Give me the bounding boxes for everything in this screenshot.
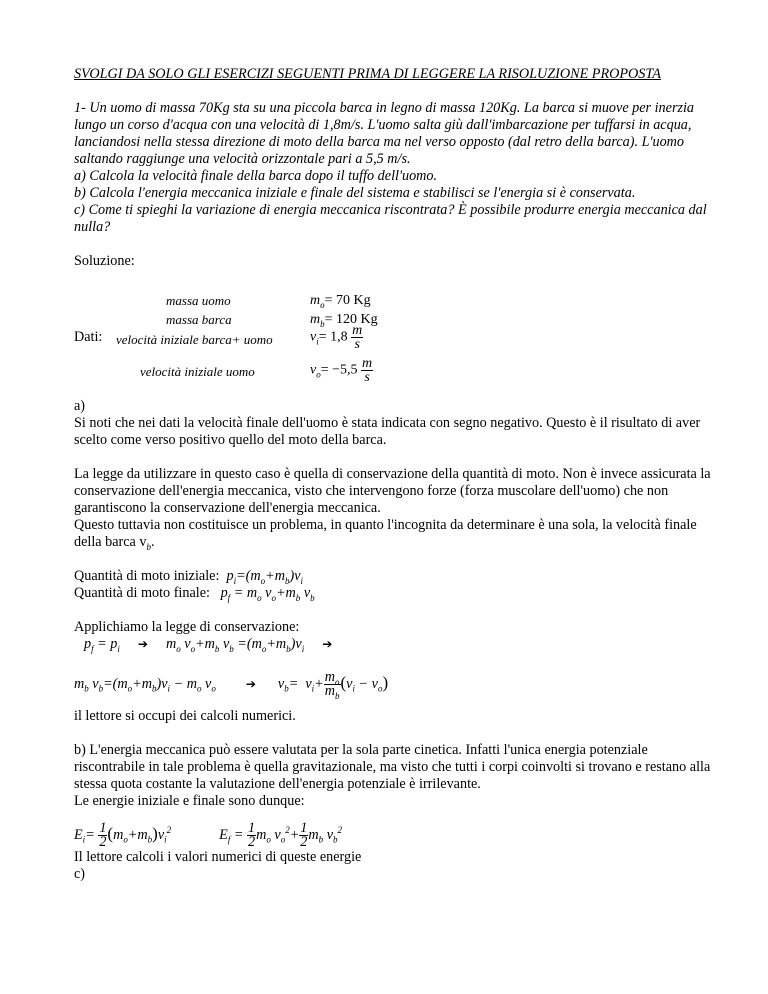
velocity-solution-equation: $m_b$ $v_b=(m_o+m_b)v_i - m_o$ $v_o$ ➔ $v_b= v_i+$ $\frac{m_o}{m_b}$ $(v_i - v_o)$ xyxy=(74,669,389,701)
part-a-paragraph-2: La legge da utilizzare in questo caso è quella di conservazione della quantità di moto. Non è invece assicurata la conservazione dell'energia meccanica, visto che intervengono forze (forza muscolare dell'uomo) che non garantiscono la conservazione dell'energia meccanica. xyxy=(74,466,711,516)
energy-equations: $E_i=$ $\frac{1}{2}$ $(m_o+m_b)v_i^2$ $E_f$ = $\frac{1}{2}$ $m_o$ $v_o^2+$ $\frac{1}{2}$ $m_b$ $v_b^2$ xyxy=(74,820,342,850)
part-a-paragraph-3: Questo tuttavia non costituisce un problema, in quanto l'incognita da determinare è una sola, la velocità finale della barca $v_b$. xyxy=(74,517,697,552)
page-title: SVOLGI DA SOLO GLI ESERCIZI SEGUENTI PRIMA DI LEGGERE LA RISOLUZIONE PROPOSTA xyxy=(74,66,661,82)
data-name-mass-boat: massa barca xyxy=(166,312,232,327)
data-name-initial-velocity: velocità iniziale barca+ uomo xyxy=(116,332,273,347)
part-a-paragraph-1: Si noti che nei dati la velocità finale dell'uomo è stata indicata con segno negativo. Questo è il risultato di aver scelto come verso positivo quello del moto della barca. xyxy=(74,415,701,448)
document-page xyxy=(74,66,714,883)
problem-question-b: b) Calcola l'energia meccanica iniziale e finale del sistema e stabilisci se l'energia si è conservata. xyxy=(74,185,636,201)
data-value-man-velocity: $v_o= -5,5$ $\frac{m}{s}$ xyxy=(310,356,373,385)
problem-text: 1- Un uomo di massa 70Kg sta su una piccola barca in legno di massa 120Kg. La barca si muove per inerzia lungo un corso d'acqua con una velocità di 1,8m/s. L'uomo salta giù dall'imbarcazione per tuffarsi in acqua, lanciandosi nella stessa direzione di moto della barca ma nel verso opposto (dal retro della barca). L'uomo saltando raggiunge una velocità orizzontale pari a 5,5 m/s. a) Calcola la velocità finale della barca dopo il tuffo dell'uomo. b) Calcola l'energia meccanica iniziale e finale del sistema e stabilisci se l'energia si è conservata. c) Come ti spieghi la variazione di energia meccanica riscontrata? È possibile produrre energia meccanica dal nulla? xyxy=(74,100,707,235)
given-data-table xyxy=(74,277,714,385)
calc-note: il lettore si occupi dei calcoli numerici. xyxy=(74,708,296,724)
data-value-initial-velocity: $v_i= 1,8$ $\frac{m}{s}$ xyxy=(310,323,363,352)
part-b-paragraph-2: Le energie iniziale e finale sono dunque: xyxy=(74,793,305,809)
part-b-paragraph-1: b) L'energia meccanica può essere valutata per la sola parte cinetica. Infatti l'unica energia potenziale riscontrabile in tale problema è quella gravitazionale, ma visto che tutti i corpi coinvolti si trovano e restano alla stessa quota costante la valutazione dell'energia potenziale è irrilevante. xyxy=(74,742,711,792)
data-name-mass-man: massa uomo xyxy=(166,293,231,308)
data-value-mass-boat: $m_b= 120$ Kg xyxy=(310,312,378,329)
problem-question-a: a) Calcola la velocità finale della barca dopo il tuffo dell'uomo. xyxy=(74,168,438,184)
conservation-equation: $p_f = p_i$ ➔ $m_o$ $v_o+m_b$ $v_b =(m_o+m_b)v_i$ ➔ xyxy=(84,636,333,654)
data-name-man-velocity: velocità iniziale uomo xyxy=(140,364,255,379)
data-value-mass-man: $m_o= 70$ Kg xyxy=(310,293,371,310)
conservation-intro: Applichiamo la legge di conservazione: xyxy=(74,619,300,635)
part-a-label: a) xyxy=(74,398,86,414)
solution-label: Soluzione: xyxy=(74,253,135,269)
problem-question-c: c) Come ti spieghi la variazione di energia meccanica riscontrata? È possibile produrre energia meccanica dal nulla? xyxy=(74,202,707,235)
part-c-label: c) xyxy=(74,866,86,882)
momentum-initial: Quantità di moto iniziale: $p_i=(m_o+m_b)v_i$ xyxy=(74,568,304,586)
energy-note: Il lettore calcoli i valori numerici di queste energie xyxy=(74,849,362,865)
given-data-label: Dati: xyxy=(74,329,103,345)
momentum-final: Quantità di moto finale: $p_f = m_o$ $v_o+m_b$ $v_b$ xyxy=(74,585,315,603)
